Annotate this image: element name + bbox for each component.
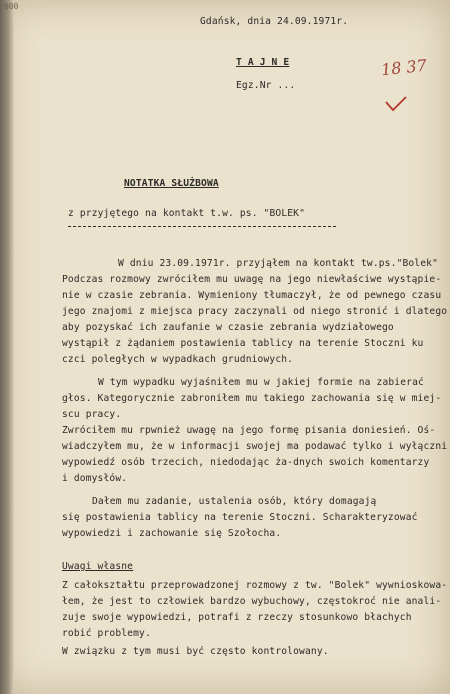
classification-stamp: T A J N E — [236, 57, 290, 68]
body-line: wystąpił z żądaniem postawienia tablicy na terenie Stoczni ku — [62, 338, 424, 349]
remarks-line: zuje swoje wypowiedzi, potrafi z rzeczy stosunkowo błachych — [62, 612, 412, 623]
binding-edge — [0, 0, 14, 694]
document-subtitle: z przyjętego na kontakt t.w. ps. "BOLEK" — [68, 208, 306, 219]
body-line: jego znajomi z miejsca pracy zaczynali od niego stronić i dlatego — [62, 306, 448, 317]
document-title: NOTATKA SŁUŻBOWA — [124, 178, 219, 189]
place-date: Gdańsk, dnia 24.09.1971r. — [200, 16, 349, 27]
remarks-line: robić problemy. — [62, 628, 151, 639]
remarks-line: Z całokształtu przeprowadzonej rozmowy z tw. "Bolek" wywnioskowa- — [62, 580, 448, 591]
copy-number: Egz.Nr ... — [236, 80, 296, 91]
body-line: scu pracy. — [62, 409, 122, 420]
subtitle-rule — [68, 226, 336, 227]
remarks-line: łem, że jest to człowiek bardzo wybuchowy, częstokroć nie anali- — [62, 596, 442, 607]
body-line: Zwróciłem mu rpwnież uwagę na jego formę pisania doniesień. Oś- — [62, 425, 436, 436]
body-line: się postawienia tablicy na terenie Stoczni. Scharakteryzować — [62, 512, 418, 523]
body-line: aby pozyskać ich zaufanie w czasie zebrania wydziałowego — [62, 322, 394, 333]
body-line: W dniu 23.09.1971r. przyjąłem na kontakt tw.ps."Bolek" — [118, 258, 438, 269]
body-line: wypowiedź osób trzecich, niedodając ża-dnych swoich komentarzy — [62, 457, 430, 468]
body-line: Dałem mu zadanie, ustalenia osób, który domagają — [92, 496, 377, 507]
body-line: głos. Kategorycznie zabroniłem mu takiego zachowania się w miej- — [62, 393, 442, 404]
own-remarks-heading: Uwagi własne — [62, 561, 134, 572]
remarks-line: W związku z tym musi być często kontrolowany. — [62, 646, 329, 657]
body-line: czci poległych w wypadkach grudniowych. — [62, 354, 294, 365]
body-line: W tym wypadku wyjaśniłem mu w jakiej formie na zabierać — [98, 377, 424, 388]
body-line: nie w czasie zebrania. Wymieniony tłumaczył, że od pewnego czasu — [62, 290, 442, 301]
corner-mark: 000 — [3, 1, 19, 12]
body-line: wypowiedzi i zachowanie się Szołocha. — [62, 528, 282, 539]
body-line: wiadczyłem mu, że w informacji swojej ma podawać tylko i wyłączni — [62, 441, 448, 452]
handwritten-check-mark — [385, 96, 407, 112]
body-line: i domysłów. — [62, 473, 128, 484]
handwritten-number: 18 37 — [380, 55, 428, 80]
body-line: Podczas rozmowy zwróciłem mu uwagę na jego niewłaściwe wystąpie- — [62, 274, 442, 285]
